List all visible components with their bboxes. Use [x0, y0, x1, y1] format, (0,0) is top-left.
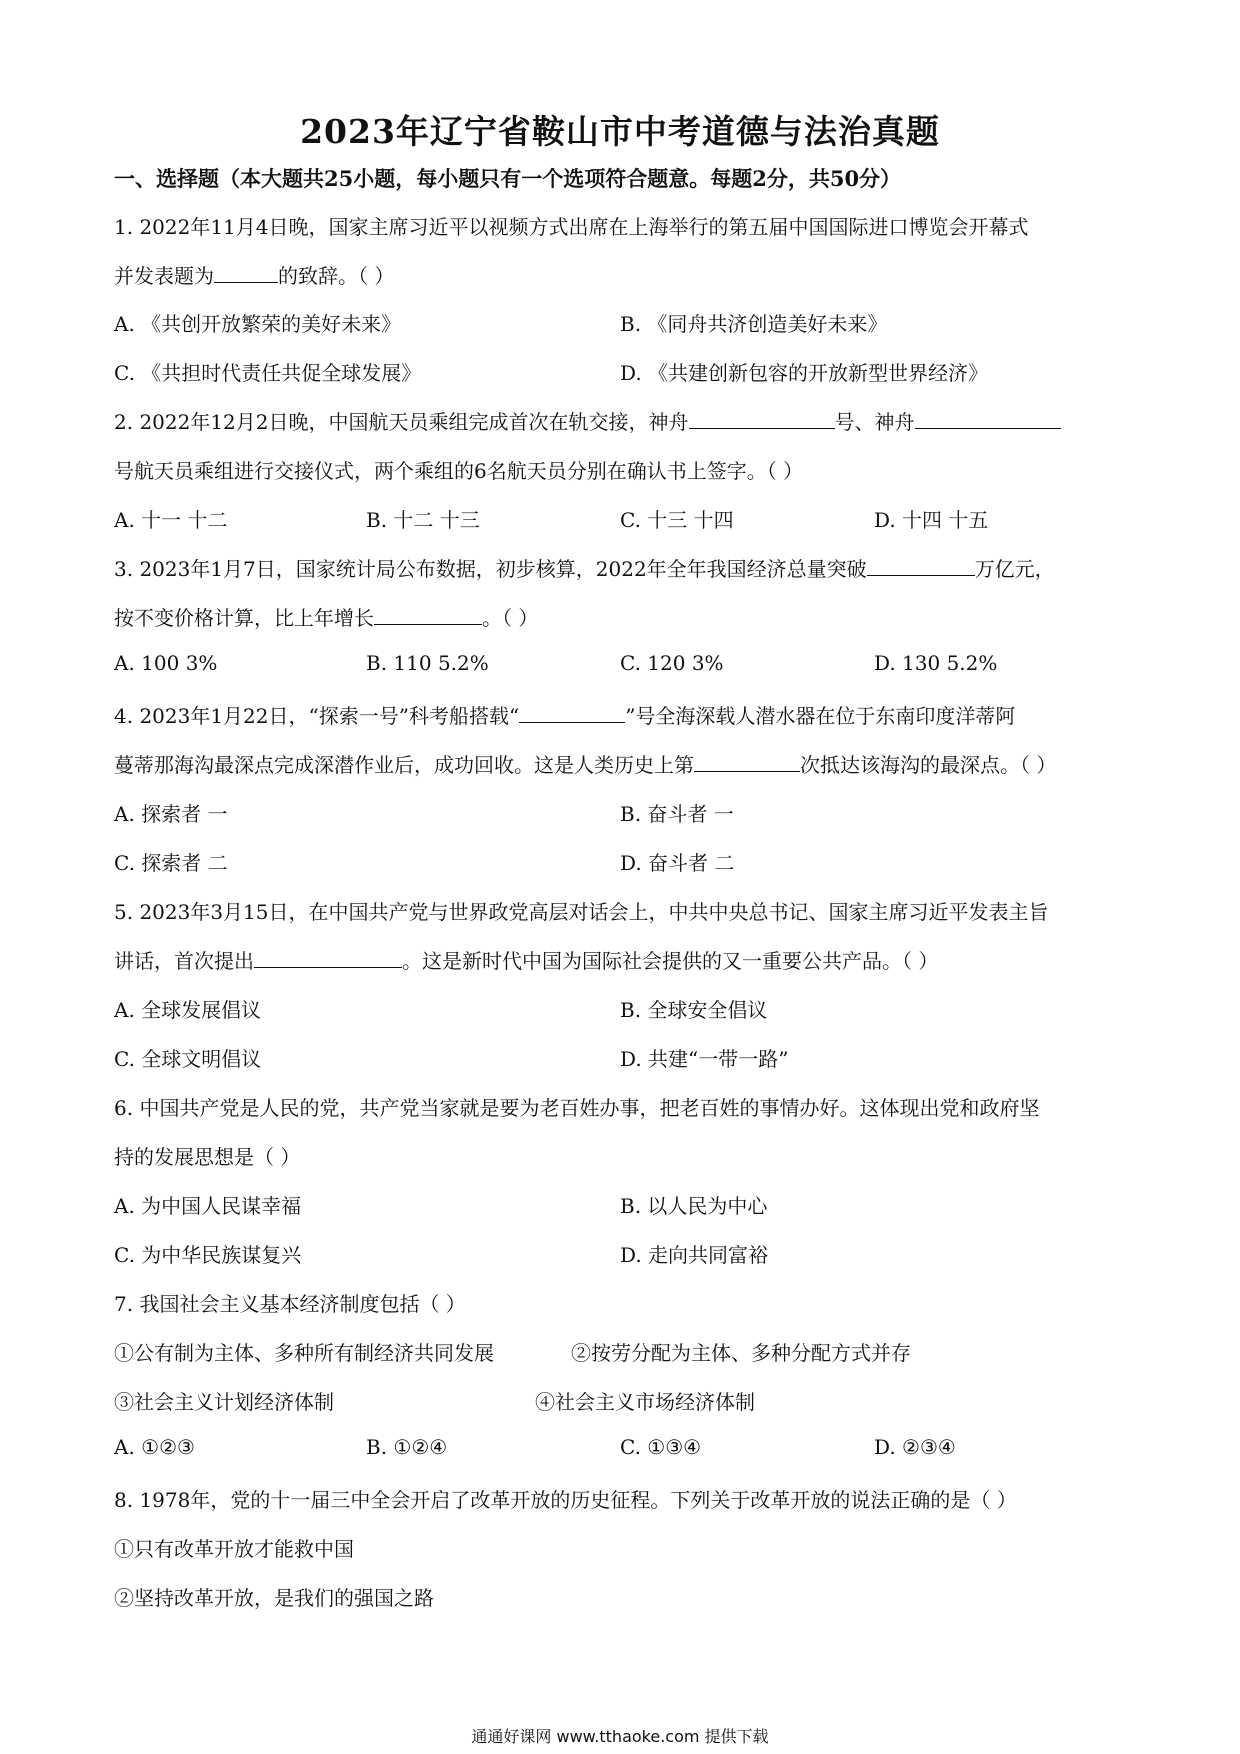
- q3-option-d: D. 130 5.2%: [874, 651, 998, 675]
- q4-option-c: C. 探索者 二: [114, 851, 228, 875]
- q4-option-b: B. 奋斗者 一: [620, 802, 734, 826]
- q4-stem-text-b2: 次抵达该海沟的最深点。（ ）: [800, 753, 1057, 777]
- q4-option-d: D. 奋斗者 二: [620, 851, 735, 875]
- q3-stem-text-b2: 。（ ）: [482, 606, 539, 630]
- q2-option-d: D. 十四 十五: [874, 508, 989, 532]
- answer-blank: [694, 770, 800, 772]
- q5-stem-line2: [114, 945, 938, 974]
- answer-blank: [689, 427, 835, 429]
- q5-stem-text-a: 讲话，首次提出: [114, 949, 254, 973]
- q6-stem-line2: 持的发展思想是（ ）: [114, 1145, 301, 1169]
- page-title: 2023年辽宁省鞍山市中考道德与法治真题: [300, 112, 940, 151]
- q2-option-b: B. 十二 十三: [366, 508, 480, 532]
- q2-stem-line1: [114, 406, 1061, 435]
- q1-option-d: D. 《共建创新包容的开放新型世界经济》: [620, 361, 989, 385]
- q2-stem-text-b: 号、神舟: [834, 410, 915, 434]
- q3-stem-text-b: 万亿元，: [974, 557, 1055, 581]
- q2-option-c: C. 十三 十四: [620, 508, 734, 532]
- q4-option-a: A. 探索者 一: [114, 802, 228, 826]
- q6-stem-line1: 6. 中国共产党是人民的党，共产党当家就是要为老百姓办事，把老百姓的事情办好。这体现出党和政府坚: [114, 1096, 1040, 1120]
- q7-option-a: A. ①②③: [114, 1435, 195, 1459]
- answer-blank: [374, 623, 482, 625]
- q2-stem-line2: 号航天员乘组进行交接仪式，两个乘组的6名航天员分别在确认书上签字。（ ）: [114, 459, 804, 483]
- q7-option-d: D. ②③④: [874, 1435, 956, 1459]
- q7-statement-4: ④社会主义市场经济体制: [535, 1390, 755, 1414]
- q5-option-c: C. 全球文明倡议: [114, 1047, 262, 1071]
- q4-stem-line2: [114, 749, 1056, 778]
- answer-blank: [915, 427, 1061, 429]
- q7-statement-3: ③社会主义计划经济体制: [114, 1390, 334, 1414]
- q3-option-b: B. 110 5.2%: [366, 651, 489, 675]
- q6-option-c: C. 为中华民族谋复兴: [114, 1243, 302, 1267]
- q1-stem-line2: [114, 260, 394, 289]
- q4-stem-text-a: 4. 2023年1月22日，“探索一号”科考船搭载“: [114, 704, 520, 728]
- q6-option-b: B. 以人民为中心: [620, 1194, 768, 1218]
- q1-stem-line1: 1. 2022年11月4日晚，国家主席习近平以视频方式出席在上海举行的第五届中国国际进口博览会开幕式: [114, 215, 1029, 239]
- q5-stem-line1: 5. 2023年3月15日，在中国共产党与世界政党高层对话会上，中共中央总书记、国家主席习近平发表主旨: [114, 900, 1049, 924]
- q2-stem-text-a: 2. 2022年12月2日晚，中国航天员乘组完成首次在轨交接，神舟: [114, 410, 689, 434]
- q5-option-b: B. 全球安全倡议: [620, 998, 768, 1022]
- q3-option-a: A. 100 3%: [114, 651, 218, 675]
- q8-statement-2: ②坚持改革开放，是我们的强国之路: [114, 1586, 434, 1610]
- q4-stem-text-b: ”号全海深载人潜水器在位于东南印度洋蒂阿: [625, 704, 1016, 728]
- q3-option-c: C. 120 3%: [620, 651, 724, 675]
- answer-blank: [519, 721, 625, 723]
- q3-stem-text-a2: 按不变价格计算，比上年增长: [114, 606, 374, 630]
- q8-stem: 8. 1978年，党的十一届三中全会开启了改革开放的历史征程。下列关于改革开放的说法正确的是（ ）: [114, 1488, 1017, 1512]
- q8-statement-1: ①只有改革开放才能救中国: [114, 1537, 354, 1561]
- q5-option-a: A. 全球发展倡议: [114, 998, 262, 1022]
- q3-stem-line2: [114, 602, 538, 631]
- q1-option-b: B. 《同舟共济创造美好未来》: [620, 312, 888, 336]
- q6-option-d: D. 走向共同富裕: [620, 1243, 769, 1267]
- q5-stem-text-b: 。这是新时代中国为国际社会提供的又一重要公共产品。（ ）: [402, 949, 939, 973]
- q4-stem-line1: [114, 700, 1015, 729]
- section-heading: 一、选择题（本大题共25小题，每小题只有一个选项符合题意。每题2分，共50分）: [114, 166, 902, 191]
- q7-option-b: B. ①②④: [366, 1435, 448, 1459]
- q3-stem-line1: [114, 553, 1055, 582]
- page-footer: 通通好课网 www.tthaoke.com 提供下载: [471, 1727, 769, 1746]
- q1-option-c: C. 《共担时代责任共促全球发展》: [114, 361, 422, 385]
- q4-stem-text-a2: 蔓蒂那海沟最深点完成深潜作业后，成功回收。这是人类历史上第: [114, 753, 694, 777]
- q1-stem-text-b: 的致辞。（ ）: [278, 264, 395, 288]
- q1-stem-text-a: 并发表题为: [114, 264, 214, 288]
- answer-blank: [867, 574, 975, 576]
- q7-option-c: C. ①③④: [620, 1435, 702, 1459]
- q7-statement-1: ①公有制为主体、多种所有制经济共同发展: [114, 1341, 494, 1365]
- q5-option-d: D. 共建“一带一路”: [620, 1047, 789, 1071]
- answer-blank: [254, 966, 402, 968]
- q2-option-a: A. 十一 十二: [114, 508, 228, 532]
- q3-stem-text-a: 3. 2023年1月7日，国家统计局公布数据，初步核算，2022年全年我国经济总量突破: [114, 557, 867, 581]
- q1-option-a: A. 《共创开放繁荣的美好未来》: [114, 312, 402, 336]
- q6-option-a: A. 为中国人民谋幸福: [114, 1194, 302, 1218]
- q7-statement-2: ②按劳分配为主体、多种分配方式并存: [571, 1341, 911, 1365]
- q7-stem: 7. 我国社会主义基本经济制度包括（ ）: [114, 1292, 466, 1316]
- answer-blank: [214, 281, 278, 283]
